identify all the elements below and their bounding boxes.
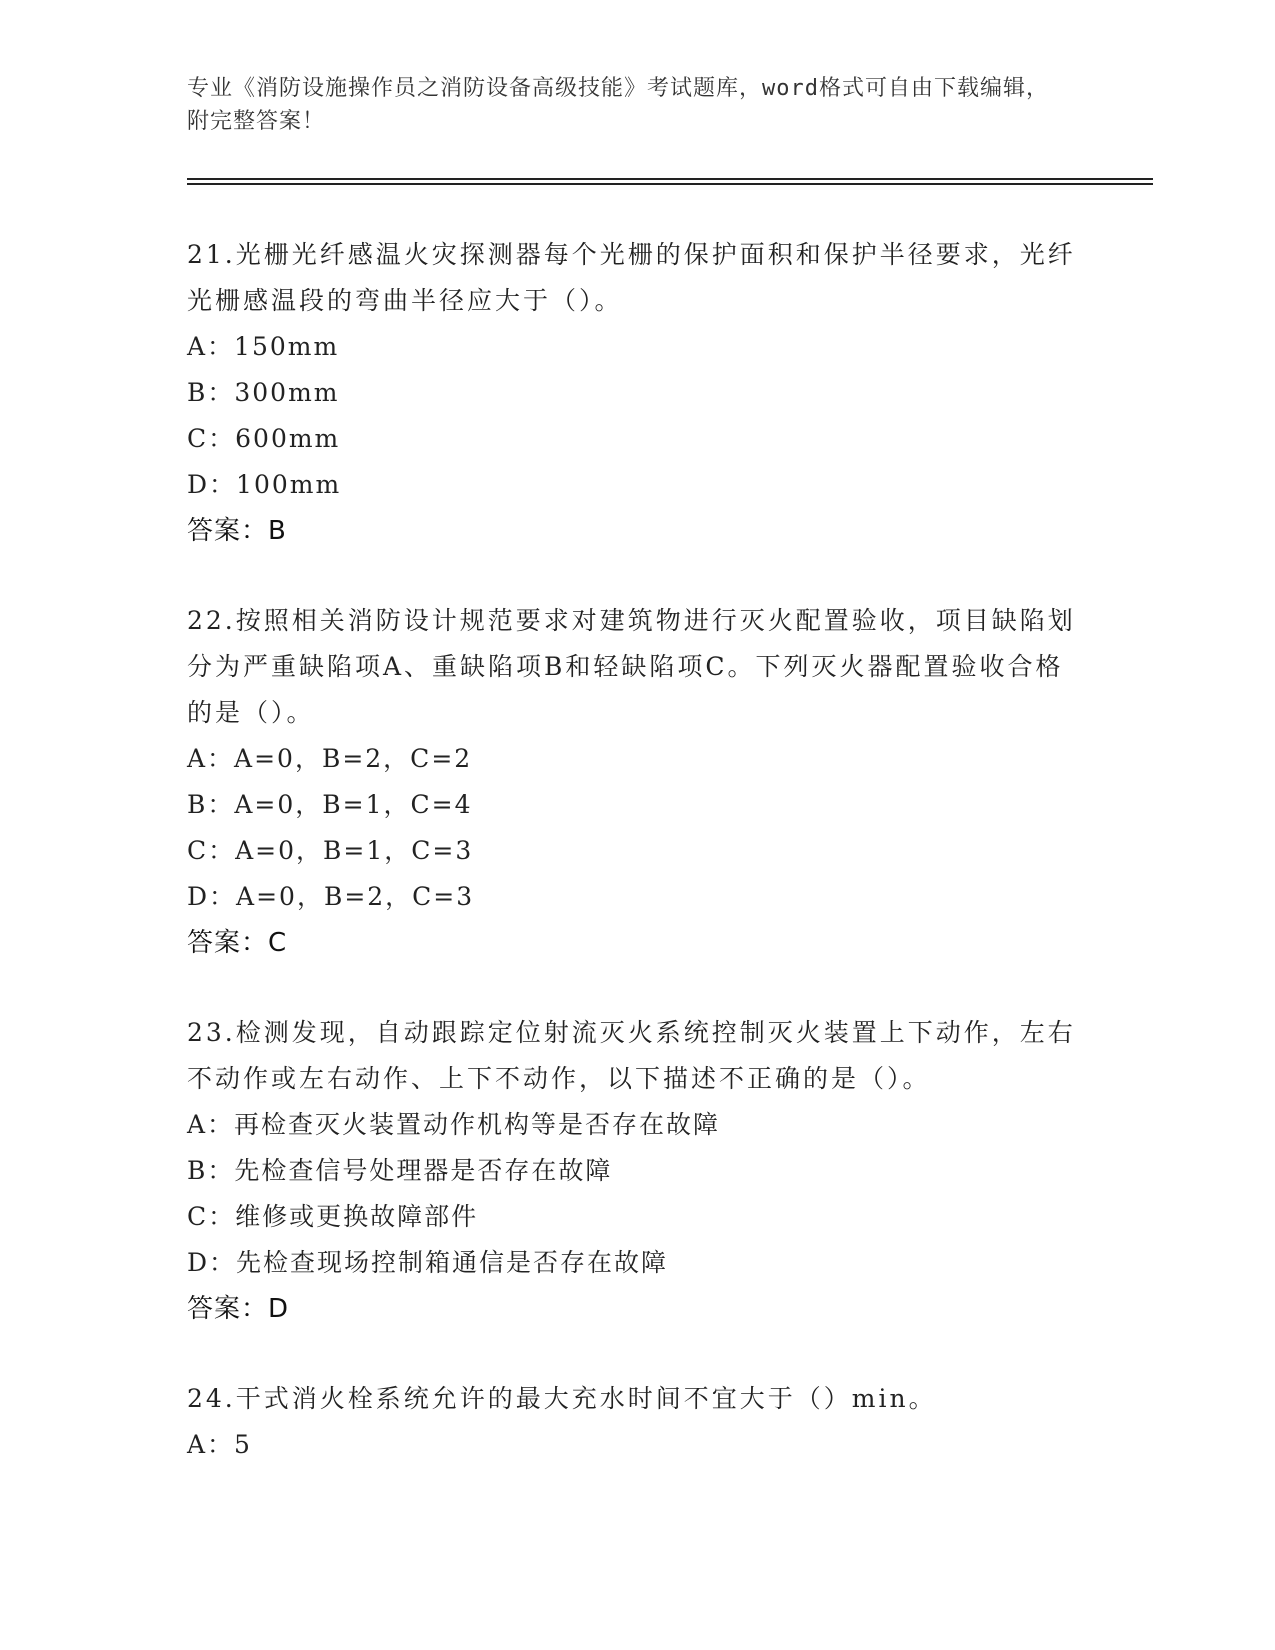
option-a: A：A=0，B=2，C=2 xyxy=(187,744,473,773)
option-c: C：A=0，B=1，C=3 xyxy=(187,836,474,865)
option-b: B：先检查信号处理器是否存在故障 xyxy=(187,1156,613,1185)
question-text: 21.光栅光纤感温火灾探测器每个光栅的保护面积和保护半径要求，光纤光栅感温段的弯曲半径应大于（）。 xyxy=(187,240,1076,315)
header-divider-bottom xyxy=(187,183,1153,185)
option-b: B：A=0，B=1，C=4 xyxy=(187,790,473,819)
question-23 xyxy=(187,1010,1087,1332)
option-d: D：先检查现场控制箱通信是否存在故障 xyxy=(187,1248,669,1277)
question-text: 23.检测发现，自动跟踪定位射流灭火系统控制灭火装置上下动作，左右不动作或左右动作、上下不动作，以下描述不正确的是（）。 xyxy=(187,1018,1076,1093)
question-text: 22.按照相关消防设计规范要求对建筑物进行灭火配置验收，项目缺陷划分为严重缺陷项A、重缺陷项B和轻缺陷项C。下列灭火器配置验收合格的是（）。 xyxy=(187,606,1076,727)
question-21 xyxy=(187,232,1087,554)
question-22 xyxy=(187,598,1087,966)
question-text: 24.干式消火栓系统允许的最大充水时间不宜大于（）min。 xyxy=(187,1384,937,1413)
option-a: A：5 xyxy=(187,1430,252,1459)
question-24 xyxy=(187,1376,1087,1468)
option-d: D：100mm xyxy=(187,470,342,499)
option-c: C：维修或更换故障部件 xyxy=(187,1202,479,1231)
document-header: 专业《消防设施操作员之消防设备高级技能》考试题库，word格式可自由下载编辑，附完整答案！ xyxy=(187,76,1049,134)
option-a: A：再检查灭火装置动作机构等是否存在故障 xyxy=(187,1110,721,1139)
answer-label: 答案：D xyxy=(187,1294,290,1324)
question-list xyxy=(187,232,1087,1512)
answer-label: 答案：C xyxy=(187,928,288,958)
option-d: D：A=0，B=2，C=3 xyxy=(187,882,475,911)
option-a: A：150mm xyxy=(187,332,340,361)
option-b: B：300mm xyxy=(187,378,340,407)
option-c: C：600mm xyxy=(187,424,341,453)
answer-label: 答案：B xyxy=(187,516,287,546)
header-divider-top xyxy=(187,178,1153,180)
